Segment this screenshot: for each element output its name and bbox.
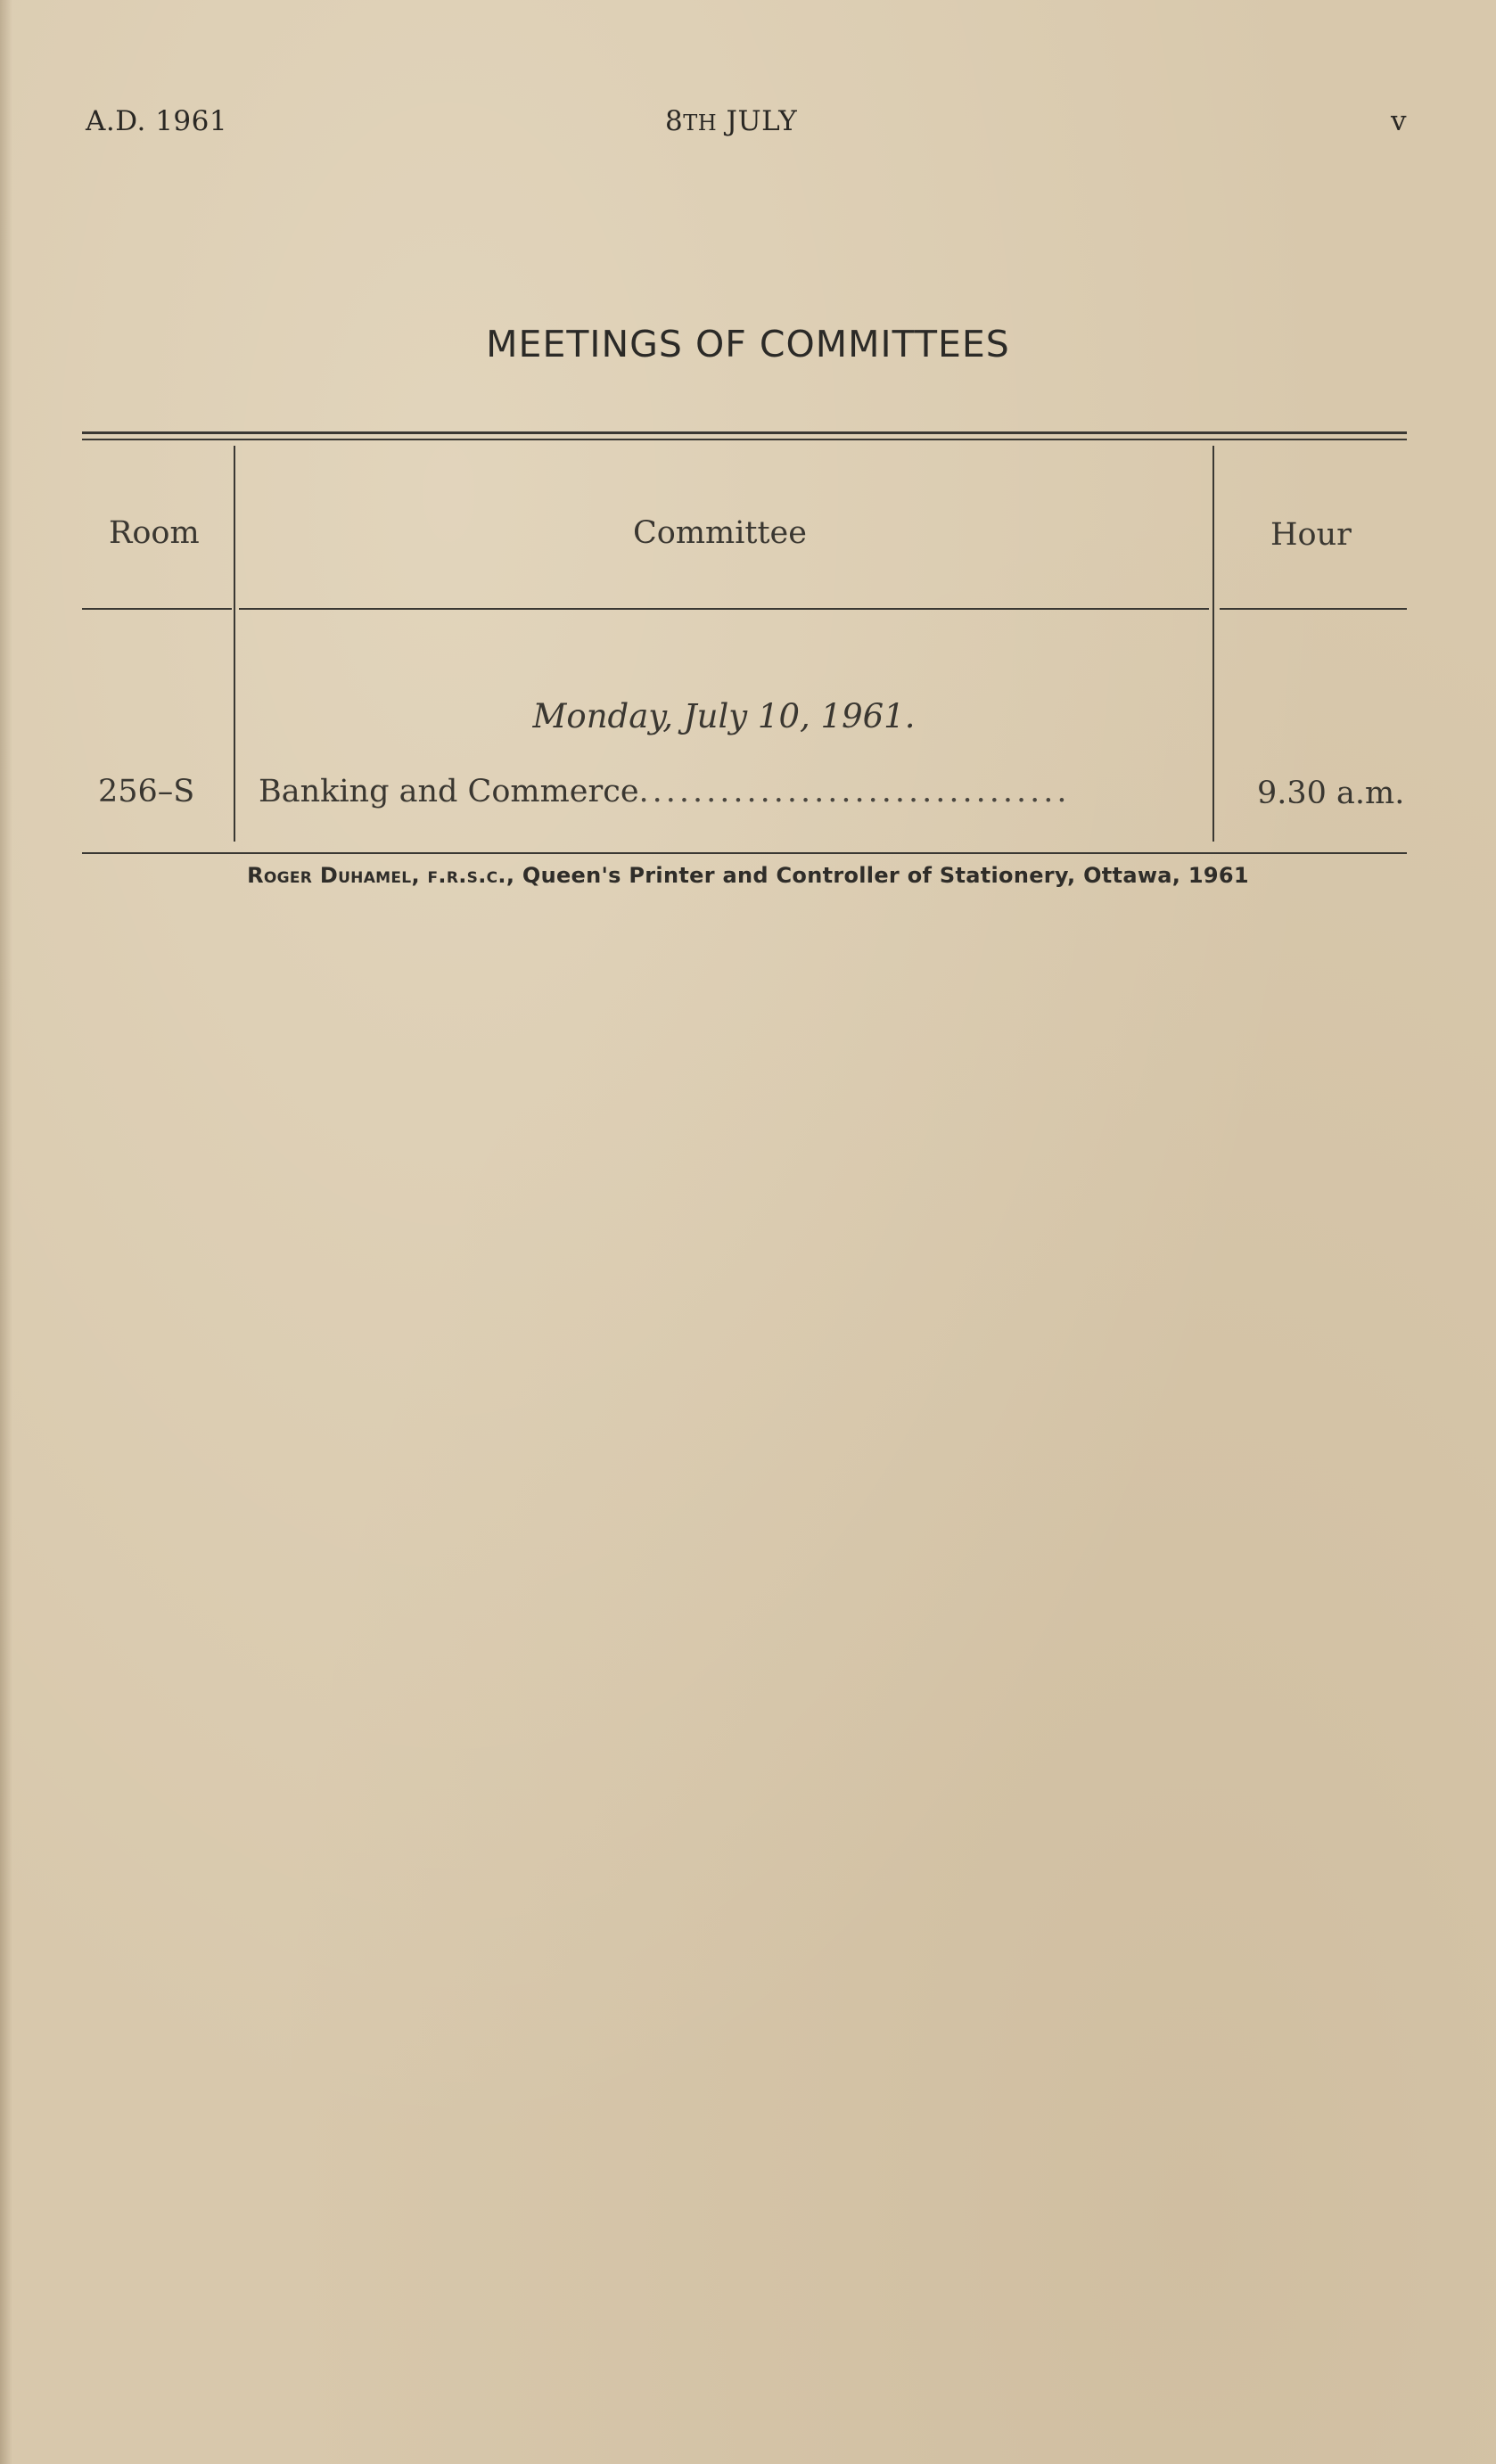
row-room: 256–S <box>98 774 195 809</box>
header-rule-hour <box>1220 608 1407 610</box>
running-head-month: JULY <box>726 105 798 137</box>
running-head-date <box>665 105 797 137</box>
running-head-page-number: v <box>1390 105 1407 137</box>
printer-imprint: Roger Duhamel, f.r.s.c., Queen's Printer and Controller of Stationery, Ottawa, 1961 <box>247 863 1249 888</box>
imprint-first-name: Roger <box>247 863 313 888</box>
header-rule-room <box>82 608 232 610</box>
running-head-ordinal: TH <box>683 111 718 136</box>
imprint-last-name: Duhamel <box>319 863 412 888</box>
column-divider-left <box>234 446 235 842</box>
meeting-date-heading: Monday, July 10, 1961. <box>532 697 916 735</box>
table-top-rule-lower <box>82 439 1407 440</box>
column-header-hour: Hour <box>1270 517 1352 553</box>
page-title: MEETINGS OF COMMITTEES <box>486 323 1010 365</box>
running-head-day: 8 <box>665 105 684 137</box>
row-committee <box>259 774 1205 809</box>
column-divider-right <box>1212 446 1214 842</box>
header-rule-committee <box>239 608 1209 610</box>
imprint-text: , Queen's Printer and Controller of Stationery, Ottawa, 1961 <box>506 863 1249 888</box>
table-bottom-rule <box>82 852 1407 854</box>
dot-leader: ................................ <box>638 774 1071 809</box>
table-top-rule-upper <box>82 431 1407 434</box>
committee-name: Banking and Commerce <box>259 774 639 809</box>
column-header-committee: Committee <box>633 515 807 551</box>
imprint-credentials: f.r.s.c. <box>427 863 506 888</box>
running-head <box>86 105 1407 144</box>
column-header-room: Room <box>109 515 200 551</box>
row-hour: 9.30 a.m. <box>1257 776 1405 811</box>
running-head-year: A.D. 1961 <box>86 105 228 137</box>
